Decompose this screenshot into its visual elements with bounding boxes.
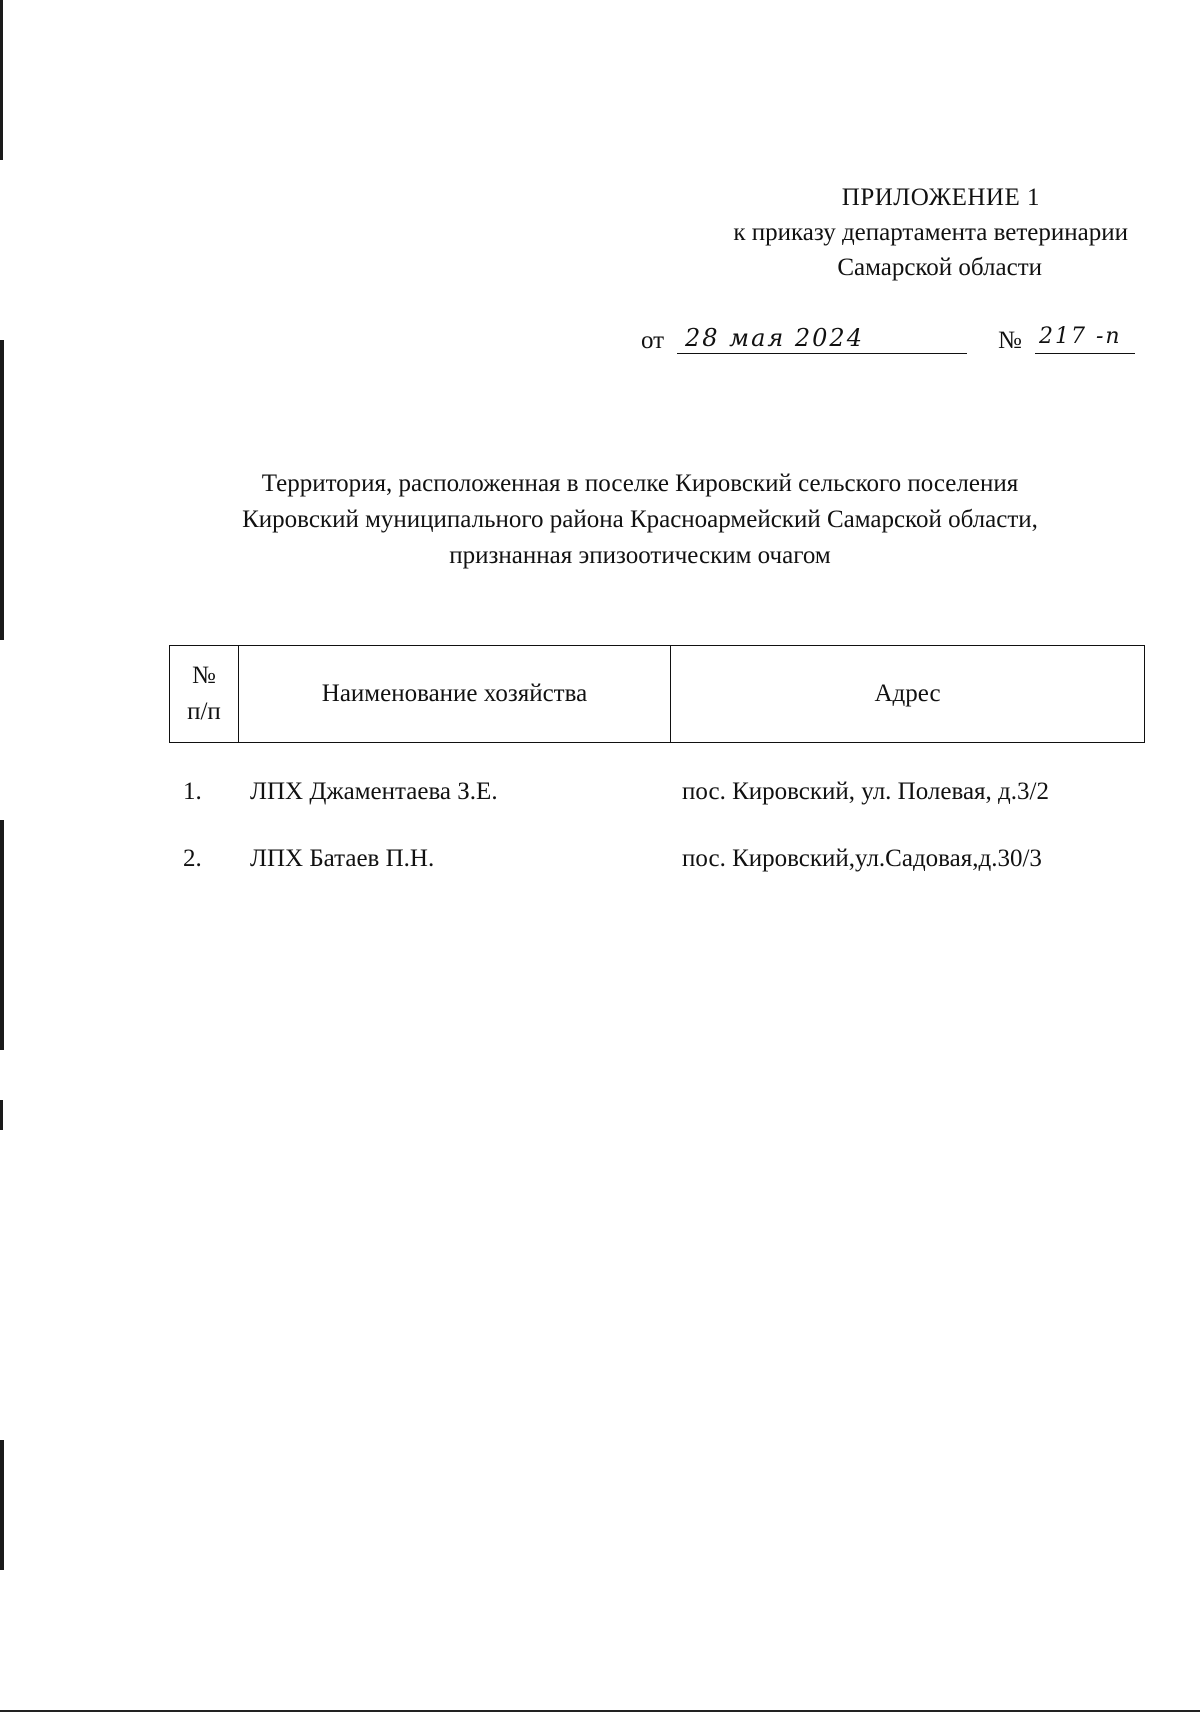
order-from-label: от xyxy=(641,327,665,354)
order-line xyxy=(641,324,1135,360)
appendix-reference: к приказу департамента ветеринарии xyxy=(733,219,1128,246)
table-header-row xyxy=(170,646,1145,743)
scan-bottom-edge xyxy=(0,1710,1200,1712)
header-cell-address: Адрес xyxy=(671,646,1145,743)
header-cell-name: Наименование хозяйства xyxy=(238,646,670,743)
scan-edge-mark xyxy=(0,0,3,160)
appendix-region: Самарской области xyxy=(837,254,1042,281)
order-number-label: № xyxy=(998,327,1022,354)
row-number: 2. xyxy=(183,845,202,872)
scan-edge-mark xyxy=(0,1440,4,1570)
header-number-symbol: № xyxy=(192,662,216,689)
row-number: 1. xyxy=(183,778,202,805)
scan-edge-mark xyxy=(0,1100,3,1130)
document-title xyxy=(160,466,1120,574)
header-number-abbrev: п/п xyxy=(187,698,221,725)
appendix-title: ПРИЛОЖЕНИЕ 1 xyxy=(841,184,1040,211)
row-farm-name: ЛПХ Батаев П.Н. xyxy=(250,845,435,872)
title-line: признанная эпизоотическим очагом xyxy=(449,542,831,569)
title-line: Территория, расположенная в поселке Кировский сельского поселения xyxy=(261,470,1019,497)
order-number-handwritten: 217 -п xyxy=(1035,324,1135,354)
header-cell-number xyxy=(170,646,239,743)
order-date-handwritten: 28 мая 2024 xyxy=(677,324,967,354)
title-line: Кировский муниципального района Красноармейский Самарской области, xyxy=(242,506,1038,533)
scan-edge-mark xyxy=(0,340,4,640)
row-address: пос. Кировский,ул.Садовая,д.30/3 xyxy=(682,845,1042,872)
appendix-header xyxy=(608,180,1128,285)
row-farm-name: ЛПХ Джаментаева З.Е. xyxy=(250,778,498,805)
table-row xyxy=(0,845,1200,881)
table-row xyxy=(0,778,1200,814)
row-address: пос. Кировский, ул. Полевая, д.3/2 xyxy=(682,778,1049,805)
table-header xyxy=(169,645,1145,743)
